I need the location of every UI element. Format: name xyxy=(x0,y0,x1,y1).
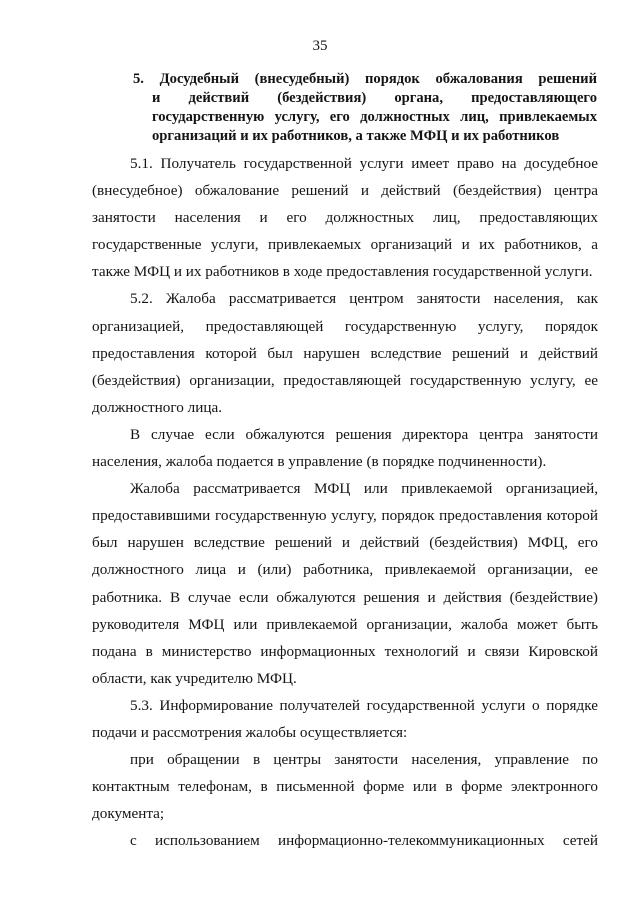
page-number: 35 xyxy=(312,38,328,54)
heading-line: и действий (бездействия) органа, предоставляющего xyxy=(152,90,597,106)
paragraph-contact-methods: при обращении в центры занятости населения, управление по контактным телефонам, в письменной форме или в форме электронного документа; xyxy=(92,751,598,823)
heading-line: государственную услугу, его должностных лиц, привлекаемых xyxy=(152,109,597,125)
section-heading xyxy=(133,70,597,146)
paragraph-5-3: 5.3. Информирование получателей государственной услуги о порядке подачи и рассмотрения жалобы осуществляется: xyxy=(92,696,598,741)
paragraph-networks: с использованием информационно-телекоммуникационных сетей xyxy=(130,832,598,850)
document-body xyxy=(92,150,598,854)
paragraph-appeal-mfc: Жалоба рассматривается МФЦ или привлекаемой организацией, предоставившими государственную услугу, порядок предоставления которой был нарушен вследствие решений и действий (бездействия) МФЦ, его должностного лица и (или) работника, привлекаемой организации, ее работника. В случае если обжалуются решения и действия (бездействие) руководителя МФЦ или привлекаемой организации, жалоба может быть подана в министерство информационных технологий и связи Кировской области, как учредителю МФЦ. xyxy=(92,480,598,687)
heading-line: 5. Досудебный (внесудебный) порядок обжалования решений xyxy=(133,71,597,87)
paragraph-appeal-director: В случае если обжалуются решения директора центра занятости населения, жалоба подается в управление (в порядке подчиненности). xyxy=(92,425,598,471)
heading-line: организаций и их работников, а также МФЦ и их работников xyxy=(152,128,560,144)
paragraph-5-1: 5.1. Получатель государственной услуги имеет право на досудебное (внесудебное) обжалование решений и действий (бездействия) центра занятости населения и его должностных лиц, предоставляющих государственные услуги, привлекаемых организаций и их работников, а также МФЦ и их работников в ходе предоставления государственной услуги. xyxy=(92,155,598,281)
paragraph-5-2: 5.2. Жалоба рассматривается центром занятости населения, как организацией, предоставляющей государственную услугу, порядок предоставления которой был нарушен вследствие решений и действий (бездействия) организации, предоставляющей государственную услугу, ее должностного лица. xyxy=(92,290,598,416)
